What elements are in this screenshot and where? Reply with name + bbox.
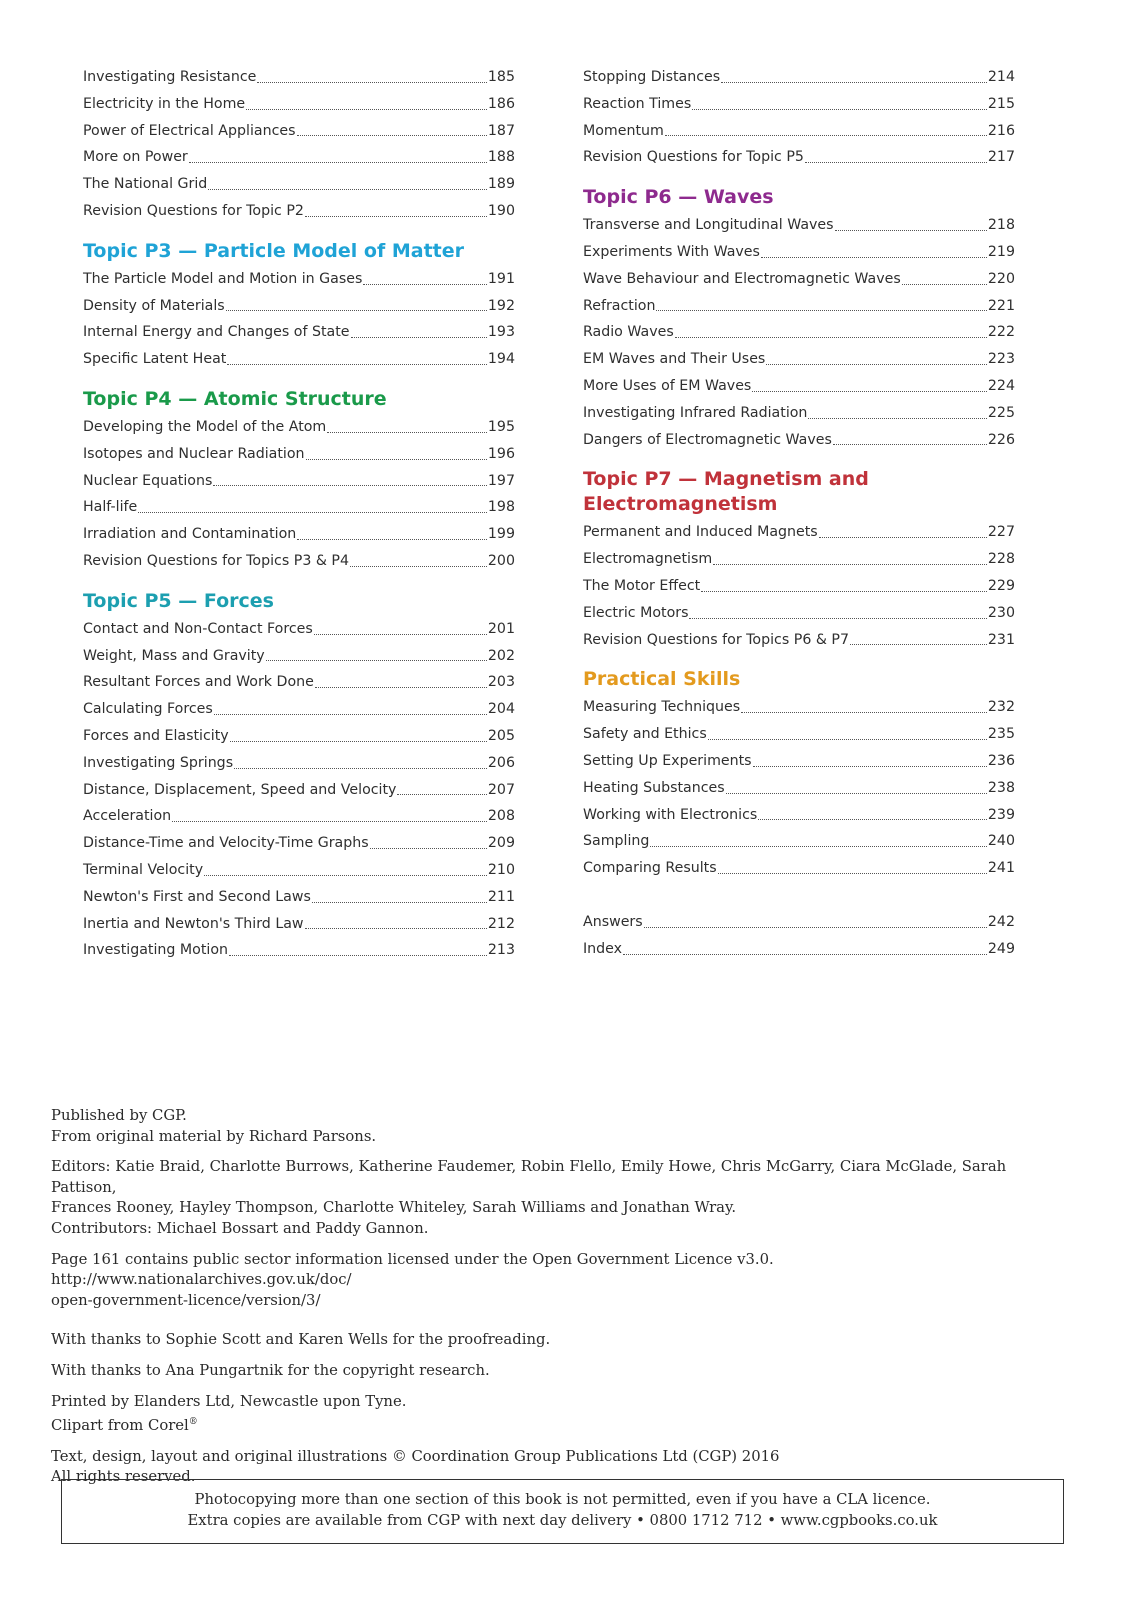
toc-entry: [583, 909, 1015, 936]
toc-entry-page: 235: [987, 726, 1015, 743]
toc-entry-page: 192: [487, 297, 515, 314]
toc-entry-page: 188: [487, 149, 515, 166]
toc-entry-page: 198: [487, 499, 515, 516]
toc-entry-title: Investigating Motion: [83, 942, 229, 959]
dot-leader: [753, 766, 987, 767]
toc-entry-page: 227: [987, 524, 1015, 541]
toc-entry-title: Answers: [583, 913, 643, 930]
dot-leader: [208, 189, 487, 190]
toc-entry-title: Revision Questions for Topic P2: [83, 202, 304, 219]
licence-line-1: Page 161 contains public sector information licensed under the Open Government Licence v3.0. http://www.nationalarchives.gov.uk/doc/: [51, 1250, 774, 1289]
dot-leader: [229, 955, 487, 956]
toc-group-p6: [583, 212, 1015, 453]
toc-group-p3: [83, 266, 515, 373]
published-by: Published by CGP.: [51, 1107, 187, 1124]
dot-leader: [266, 660, 487, 661]
photocopy-notice-box: [61, 1479, 1064, 1544]
toc-entry-title: Internal Energy and Changes of State: [83, 324, 350, 341]
spacer: [583, 882, 1015, 909]
toc-entry: [83, 171, 515, 198]
toc-entry-page: 223: [987, 351, 1015, 368]
toc-entry: [583, 573, 1015, 600]
toc-entry: [83, 911, 515, 938]
toc-entry-title: Electric Motors: [583, 604, 689, 621]
toc-entry-title: Distance, Displacement, Speed and Velocity: [83, 781, 397, 798]
toc-entry: [83, 468, 515, 495]
dot-leader: [835, 230, 987, 231]
contributors: Contributors: Michael Bossart and Paddy Gannon.: [51, 1219, 429, 1237]
toc-entry-title: Index: [583, 940, 623, 957]
toc-entry: [83, 777, 515, 804]
licence-line-2: open-government-licence/version/3/: [51, 1291, 321, 1309]
dot-leader: [246, 109, 487, 110]
toc-entry-title: Nuclear Equations: [83, 472, 213, 489]
original-material: From original material by Richard Parsons.: [51, 1127, 377, 1145]
toc-entry-title: Specific Latent Heat: [83, 351, 227, 368]
dot-leader: [692, 109, 987, 110]
dot-leader: [138, 512, 487, 513]
dot-leader: [761, 257, 987, 258]
toc-entry-title: Calculating Forces: [83, 701, 213, 718]
toc-entry-title: Working with Electronics: [583, 806, 758, 823]
dot-leader: [808, 418, 986, 419]
toc-entry-title: Inertia and Newton's Third Law: [83, 915, 304, 932]
toc-entry: [83, 616, 515, 643]
toc-entry: [83, 750, 515, 777]
toc-entry: [83, 198, 515, 225]
contents-right-column: [583, 64, 1015, 963]
toc-entry-title: Wave Behaviour and Electromagnetic Waves: [583, 270, 901, 287]
toc-entry: [83, 696, 515, 723]
toc-entry: [583, 144, 1015, 171]
dot-leader: [234, 768, 487, 769]
toc-entry-page: 195: [487, 418, 515, 435]
toc-entry: [583, 828, 1015, 855]
toc-entry-page: 218: [987, 217, 1015, 234]
toc-entry: [583, 546, 1015, 573]
toc-entry-title: Momentum: [583, 122, 664, 139]
toc-entry: [83, 857, 515, 884]
toc-entry-title: Revision Questions for Topic P5: [583, 149, 804, 166]
dot-leader: [656, 310, 986, 311]
toc-group-p4: [83, 414, 515, 575]
toc-entry-title: Terminal Velocity: [83, 861, 204, 878]
toc-entry: [83, 548, 515, 575]
dot-leader: [902, 284, 987, 285]
dot-leader: [227, 364, 487, 365]
toc-entry-page: 238: [987, 779, 1015, 796]
toc-entry-title: Setting Up Experiments: [583, 752, 752, 769]
dot-leader: [351, 337, 487, 338]
toc-entry-page: 232: [987, 699, 1015, 716]
dot-leader: [701, 591, 987, 592]
toc-entry-page: 212: [487, 915, 515, 932]
toc-entry-page: 199: [487, 526, 515, 543]
toc-entry-title: Investigating Resistance: [83, 69, 257, 85]
toc-entry: [83, 830, 515, 857]
toc-entry: [583, 400, 1015, 427]
registered-mark: ®: [188, 1417, 198, 1428]
toc-entry: [83, 64, 515, 91]
toc-entry-title: Newton's First and Second Laws: [83, 888, 311, 905]
toc-entry-title: Reaction Times: [583, 95, 692, 112]
toc-entry-title: Forces and Elasticity: [83, 727, 229, 744]
toc-entry-page: 236: [987, 752, 1015, 769]
toc-entry-page: 241: [987, 860, 1015, 877]
toc-entry: [83, 144, 515, 171]
toc-entry-page: 222: [987, 324, 1015, 341]
toc-entry-page: 185: [487, 69, 515, 85]
dot-leader: [315, 687, 487, 688]
toc-entry-title: Contact and Non-Contact Forces: [83, 620, 313, 637]
dot-leader: [350, 566, 487, 567]
dot-leader: [721, 82, 987, 83]
toc-entry-page: 210: [487, 861, 515, 878]
toc-entry-title: Isotopes and Nuclear Radiation: [83, 445, 305, 462]
dot-leader: [306, 459, 487, 460]
toc-entry-title: Sampling: [583, 833, 650, 850]
toc-group-practical: [583, 694, 1015, 882]
toc-entry: [583, 239, 1015, 266]
dot-leader: [189, 162, 487, 163]
topic-p5-heading: Topic P5 — Forces: [83, 589, 274, 612]
toc-entry: [83, 91, 515, 118]
dot-leader: [314, 634, 487, 635]
practical-skills-heading: Practical Skills: [583, 668, 741, 691]
toc-entry: [583, 212, 1015, 239]
dot-leader: [305, 216, 487, 217]
topic-p7-heading-line2: Electromagnetism: [583, 493, 778, 516]
topic-p7-heading: [583, 453, 1015, 519]
toc-entry-page: 225: [987, 404, 1015, 421]
toc-entry-title: More Uses of EM Waves: [583, 377, 752, 394]
toc-entry: [583, 373, 1015, 400]
toc-entry-title: Irradiation and Contamination: [83, 526, 297, 543]
dot-leader: [850, 644, 987, 645]
toc-entry: [83, 118, 515, 145]
toc-entry-title: Permanent and Induced Magnets: [583, 524, 818, 541]
toc-entry: [583, 802, 1015, 829]
toc-entry: [83, 669, 515, 696]
toc-entry-page: 226: [987, 431, 1015, 448]
dot-leader: [230, 741, 487, 742]
toc-entry-title: Stopping Distances: [583, 69, 721, 85]
toc-group-p7: [583, 519, 1015, 653]
toc-entry-title: The Particle Model and Motion in Gases: [83, 270, 363, 287]
dot-leader: [805, 162, 987, 163]
dot-leader: [623, 954, 987, 955]
rights-reserved: All rights reserved.: [51, 1468, 196, 1486]
dot-leader: [741, 712, 987, 713]
toc-entry-page: 216: [987, 122, 1015, 139]
dot-leader: [718, 873, 987, 874]
dot-leader: [689, 618, 986, 619]
toc-entry: [83, 266, 515, 293]
toc-entry-title: EM Waves and Their Uses: [583, 351, 766, 368]
toc-entry: [583, 694, 1015, 721]
toc-group-p5: [83, 616, 515, 964]
toc-entry-page: 197: [487, 472, 515, 489]
dot-leader: [312, 902, 487, 903]
dot-leader: [370, 848, 487, 849]
toc-entry: [583, 319, 1015, 346]
dot-leader: [204, 875, 487, 876]
dot-leader: [172, 821, 487, 822]
toc-entry: [583, 427, 1015, 454]
toc-entry-page: 219: [987, 243, 1015, 260]
toc-entry: [583, 519, 1015, 546]
toc-entry-page: 207: [487, 781, 515, 798]
toc-entry-page: 189: [487, 176, 515, 193]
toc-entry: [83, 723, 515, 750]
toc-entry: [583, 721, 1015, 748]
notice-line-2: Extra copies are available from CGP with next day delivery • 0800 1712 712 • www.cgpbooks.co.uk: [187, 1511, 938, 1529]
toc-entry: [583, 91, 1015, 118]
notice-line-1: Photocopying more than one section of this book is not permitted, even if you have a CLA licence.: [194, 1491, 931, 1508]
toc-entry-title: Experiments With Waves: [583, 243, 760, 260]
topic-p4-heading: Topic P4 — Atomic Structure: [83, 387, 387, 410]
toc-entry-page: 187: [487, 122, 515, 139]
dot-leader: [726, 793, 987, 794]
toc-entry-page: 201: [487, 620, 515, 637]
toc-entry: [583, 855, 1015, 882]
dot-leader: [752, 391, 987, 392]
toc-entry-page: 215: [987, 95, 1015, 112]
toc-entry-title: Measuring Techniques: [583, 699, 741, 716]
dot-leader: [833, 444, 987, 445]
dot-leader: [650, 846, 986, 847]
toc-entry-title: Developing the Model of the Atom: [83, 418, 327, 435]
toc-entry-page: 224: [987, 377, 1015, 394]
toc-entry: [583, 293, 1015, 320]
toc-entry-page: 208: [487, 808, 515, 825]
toc-entry-page: 211: [487, 888, 515, 905]
toc-entry-page: 240: [987, 833, 1015, 850]
toc-entry: [83, 346, 515, 373]
toc-entry-title: Resultant Forces and Work Done: [83, 674, 314, 691]
toc-entry-title: Electricity in the Home: [83, 95, 246, 112]
toc-entry: [583, 748, 1015, 775]
toc-entry-page: 191: [487, 270, 515, 287]
toc-entry-page: 242: [987, 913, 1015, 930]
dot-leader: [766, 364, 987, 365]
toc-entry-title: Weight, Mass and Gravity: [83, 647, 265, 664]
toc-entry-title: The National Grid: [83, 176, 208, 193]
dot-leader: [214, 714, 487, 715]
toc-entry: [83, 643, 515, 670]
toc-entry-title: Density of Materials: [83, 297, 225, 314]
printer: Printed by Elanders Ltd, Newcastle upon Tyne.: [51, 1392, 407, 1410]
toc-entry-page: 220: [987, 270, 1015, 287]
toc-entry-title: Revision Questions for Topics P6 & P7: [583, 631, 850, 648]
toc-entry: [583, 118, 1015, 145]
toc-entry-page: 203: [487, 674, 515, 691]
toc-entry-page: 228: [987, 551, 1015, 568]
toc-entry-page: 217: [987, 149, 1015, 166]
dot-leader: [758, 819, 987, 820]
toc-entry: [83, 521, 515, 548]
toc-entry: [583, 64, 1015, 91]
toc-entry-title: Investigating Springs: [83, 754, 234, 771]
toc-entry: [583, 346, 1015, 373]
topic-p7-heading-line1: Topic P7 — Magnetism and: [583, 468, 869, 491]
toc-entry-page: 231: [987, 631, 1015, 648]
toc-entry-page: 186: [487, 95, 515, 112]
toc-group-p5-end: [583, 64, 1015, 171]
dot-leader: [213, 485, 487, 486]
toc-entry-page: 200: [487, 552, 515, 569]
dot-leader: [327, 432, 487, 433]
copyright-notice: Text, design, layout and original illustrations © Coordination Group Publications Ltd (CGP) 2016: [51, 1447, 780, 1465]
toc-entry: [583, 627, 1015, 654]
topic-p3-heading: Topic P3 — Particle Model of Matter: [83, 239, 464, 262]
dot-leader: [297, 539, 487, 540]
copyright-research-thanks: With thanks to Ana Pungartnik for the copyright research.: [51, 1361, 490, 1379]
toc-entry: [83, 293, 515, 320]
toc-entry-title: Dangers of Electromagnetic Waves: [583, 431, 832, 448]
dot-leader: [397, 794, 486, 795]
toc-entry-title: Radio Waves: [583, 324, 674, 341]
toc-entry-page: 202: [487, 647, 515, 664]
toc-entry-page: 229: [987, 577, 1015, 594]
toc-entry-title: Half-life: [83, 499, 138, 516]
toc-entry: [83, 803, 515, 830]
editors-line-1: Editors: Katie Braid, Charlotte Burrows, Katherine Faudemer, Robin Flello, Emily Howe, Chris McGarry, Ciara McGlade, Sarah Pattison,: [51, 1158, 1007, 1196]
toc-entry: [83, 937, 515, 964]
dot-leader: [363, 284, 487, 285]
contents-left-column: [83, 64, 515, 964]
toc-entry-page: 194: [487, 351, 515, 368]
dot-leader: [305, 928, 487, 929]
dot-leader: [665, 135, 987, 136]
toc-entry-title: Investigating Infrared Radiation: [583, 404, 808, 421]
toc-entry-title: Safety and Ethics: [583, 726, 707, 743]
toc-entry-page: 221: [987, 297, 1015, 314]
dot-leader: [819, 537, 987, 538]
dot-leader: [713, 564, 987, 565]
toc-entry-title: Distance-Time and Velocity-Time Graphs: [83, 835, 369, 852]
toc-entry-page: 214: [987, 69, 1015, 85]
toc-entry-page: 239: [987, 806, 1015, 823]
dot-leader: [297, 135, 487, 136]
toc-entry-page: 230: [987, 604, 1015, 621]
toc-entry-page: 249: [987, 940, 1015, 957]
toc-entry: [83, 884, 515, 911]
dot-leader: [226, 310, 487, 311]
dot-leader: [675, 337, 987, 338]
toc-entry-title: Heating Substances: [583, 779, 725, 796]
toc-entry-page: 190: [487, 202, 515, 219]
proofreading-thanks: With thanks to Sophie Scott and Karen Wells for the proofreading.: [51, 1331, 551, 1349]
dot-leader: [644, 927, 987, 928]
toc-entry-title: More on Power: [83, 149, 188, 166]
toc-entry-title: Acceleration: [83, 808, 172, 825]
toc-entry-page: 206: [487, 754, 515, 771]
publication-credits: [51, 1106, 1061, 1498]
toc-entry: [583, 600, 1015, 627]
toc-group-p2-end: [83, 64, 515, 225]
toc-entry-page: 204: [487, 701, 515, 718]
editors-line-2: Frances Rooney, Hayley Thompson, Charlotte Whiteley, Sarah Williams and Jonathan Wray.: [51, 1199, 737, 1217]
dot-leader: [257, 82, 487, 83]
toc-entry: [83, 319, 515, 346]
toc-entry: [583, 936, 1015, 963]
toc-group-end: [583, 909, 1015, 963]
clipart-credit: Clipart from Corel: [51, 1417, 189, 1435]
toc-entry-title: Transverse and Longitudinal Waves: [583, 217, 834, 234]
toc-entry-title: Refraction: [583, 297, 656, 314]
toc-entry-page: 213: [487, 942, 515, 959]
dot-leader: [708, 739, 987, 740]
toc-entry-title: Revision Questions for Topics P3 & P4: [83, 552, 350, 569]
topic-p6-heading: Topic P6 — Waves: [583, 186, 774, 209]
toc-entry-title: The Motor Effect: [583, 577, 701, 594]
toc-entry-page: 196: [487, 445, 515, 462]
toc-entry-title: Electromagnetism: [583, 551, 713, 568]
toc-entry: [583, 266, 1015, 293]
toc-entry-page: 193: [487, 324, 515, 341]
toc-entry-title: Power of Electrical Appliances: [83, 122, 296, 139]
toc-entry: [583, 775, 1015, 802]
toc-entry: [83, 494, 515, 521]
toc-entry: [83, 441, 515, 468]
toc-entry-page: 205: [487, 727, 515, 744]
toc-entry-title: Comparing Results: [583, 860, 717, 877]
toc-entry: [83, 414, 515, 441]
toc-entry-page: 209: [487, 835, 515, 852]
